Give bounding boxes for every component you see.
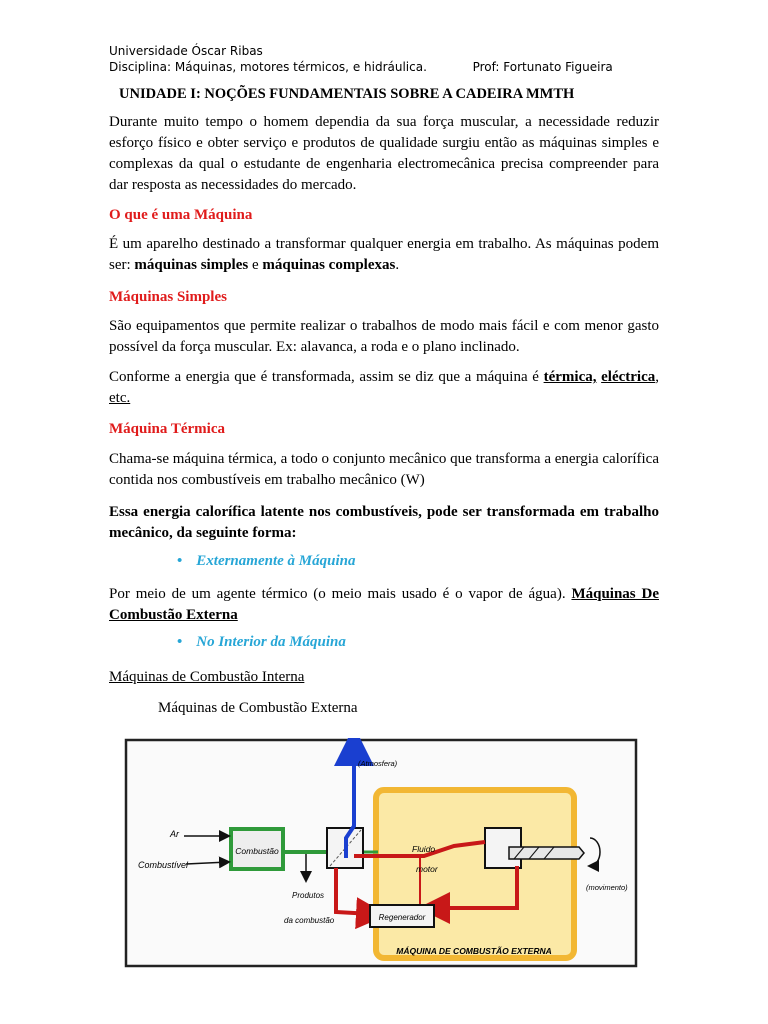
regenerator-label: Regenerador	[378, 913, 426, 922]
machine-definition-paragraph	[109, 234, 659, 276]
simple-machines-paragraph: São equipamentos que permite realizar o trabalhos de modo mais fácil e com menor gasto possível da força muscular. Ex: alavanca, a roda e o plano inclinado.	[109, 318, 659, 355]
bullet-internal-label: No Interior da Máquina	[196, 634, 346, 650]
combustion-label: Combustão	[235, 846, 279, 856]
external-combustion-caption: Máquinas de Combustão Externa	[158, 700, 358, 716]
unit-title: UNIDADE I: NOÇÕES FUNDAMENTAIS SOBRE A CADEIRA MMTH	[119, 86, 575, 102]
external-agent-text: Por meio de um agente térmico (o meio mais usado é o vapor de água).	[109, 586, 572, 602]
thermal-machine-paragraph: Chama-se máquina térmica, a todo o conjunto mecânico que transforma a energia calorífica contida nos combustíveis em trabalho mecânico (W)	[109, 451, 659, 488]
heading-simple-machines: Máquinas Simples	[109, 289, 227, 305]
header-discipline	[109, 60, 613, 74]
bullet-internal	[177, 634, 346, 651]
heading-thermal-machine: Máquina Térmica	[109, 421, 225, 437]
shaft-icon	[509, 847, 584, 859]
machine-definition-and: e	[248, 257, 263, 273]
complex-machines-term: máquinas complexas	[262, 257, 396, 273]
electric-term: eléctrica	[601, 369, 656, 385]
simple-machines-term: máquinas simples	[134, 257, 249, 273]
atmosphere-label: (Atmosfera)	[358, 759, 398, 768]
air-label: Ar	[170, 829, 179, 839]
machine-enclosure	[376, 790, 574, 958]
bullet-dot-icon: •	[177, 634, 183, 650]
energy-type-paragraph	[109, 367, 659, 409]
internal-combustion-link: Máquinas de Combustão Interna	[109, 669, 305, 685]
machine-external-label: MÁQUINA DE COMBUSTÃO EXTERNA	[396, 946, 552, 956]
machine-definition-text: É um aparelho destinado a transformar qualquer energia em trabalho. As máquinas podem ser:	[109, 236, 659, 273]
motion-label: (movimento)	[586, 883, 628, 892]
energy-type-text: Conforme a energia que é transformada, assim se diz que a máquina é	[109, 369, 544, 385]
etc-text: , etc.	[109, 369, 660, 406]
header-professor: Prof: Fortunato Figueira	[472, 60, 613, 74]
bullet-dot-icon: •	[177, 553, 183, 569]
diagram-svg	[124, 738, 638, 968]
thermal-term: térmica,	[543, 369, 597, 385]
products-sub-label: da combustão	[284, 916, 335, 925]
header-university: Universidade Óscar Ribas	[109, 44, 263, 58]
machine-definition-end: .	[395, 257, 400, 273]
fluid-label: Fluido	[412, 844, 436, 854]
motor-label: motor	[416, 864, 438, 874]
header-discipline-text: Disciplina: Máquinas, motores térmicos, e hidráulica.	[109, 60, 427, 74]
bullet-external-label: Externamente à Máquina	[196, 553, 356, 569]
energy-transform-paragraph: Essa energia calorífica latente nos combustíveis, pode ser transformada em trabalho mecânico, da seguinte forma:	[109, 504, 659, 541]
bullet-external	[177, 553, 355, 570]
external-combustion-diagram	[124, 738, 638, 968]
fuel-label: Combustível	[138, 860, 189, 870]
external-agent-paragraph	[109, 584, 659, 626]
products-label: Produtos	[292, 891, 325, 900]
intro-paragraph: Durante muito tempo o homem dependia da sua força muscular, a necessidade reduzir esforço físico e obter serviço e produtos de qualidade surgiu então as máquinas simples e complexas da qual o estudante de engenharia electromecânica precisa compreender para dar resposta as necessidades do mercado.	[109, 114, 659, 193]
heading-what-is-machine: O que é uma Máquina	[109, 207, 253, 223]
external-combustion-term: Máquinas De Combustão Externa	[109, 586, 659, 623]
